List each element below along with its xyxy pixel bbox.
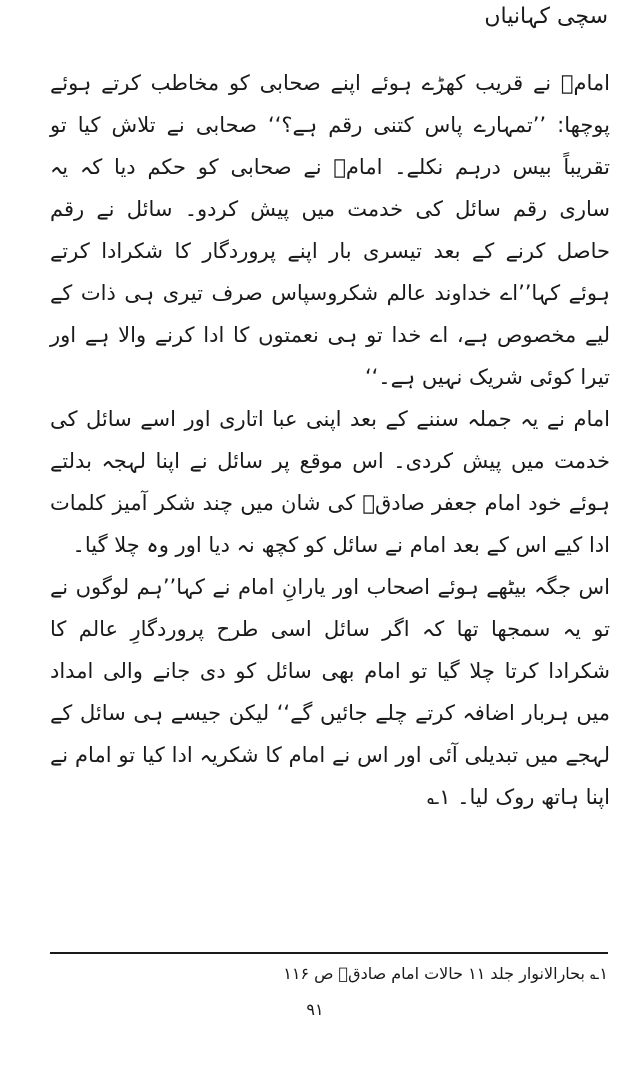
page-number: ۹۱ bbox=[306, 1000, 324, 1019]
page-body bbox=[50, 62, 610, 818]
paragraph-2: امام نے یہ جملہ سننے کے بعد اپنی عبا اتاری اور اسے سائل کی خدمت میں پیش کردی۔ اس موقع پر سائل نے اپنا لہجہ بدلتے ہوئے خود امام جعفر صادقؑ کی شان میں چند شکر آمیز کلمات ادا کیے اس کے بعد امام نے سائل کو کچھ نہ دیا اور وہ چلا گیا۔ bbox=[50, 407, 610, 557]
paragraph-3: اس جگہ بیٹھے ہوئے اصحاب اور یارانِ امام نے کہا’’ہم لوگوں نے تو یہ سمجھا تھا کہ اگر سائل اسی طرح پروردگارِ عالم کا شکرادا کرتا چلا گیا تو امام بھی سائل کو دی جانے والی امداد میں ہربار اضافہ کرتے چلے جائیں گے‘‘ لیکن جیسے ہی سائل کے لہجے میں تبدیلی آئی اور اس نے امام کا شکریہ ادا کیا تو امام نے اپنا ہاتھ روک لیا۔ ۱؎ bbox=[50, 575, 610, 809]
footnote-divider bbox=[50, 952, 608, 954]
running-header-title: سچی کہانیاں bbox=[484, 4, 608, 29]
footnote: ۱؎ بحارالانوار جلد ۱۱ حالات امام صادقؑ ص ۱۱۶ bbox=[283, 964, 608, 983]
paragraph-1: امامؑ نے قریب کھڑے ہوئے اپنے صحابی کو مخاطب کرتے ہوئے پوچھا: ’’تمہارے پاس کتنی رقم ہے؟‘‘ صحابی نے تلاش کیا تو تقریباً بیس درہم نکلے۔ امامؑ نے صحابی کو حکم دیا کہ یہ ساری رقم سائل کی خدمت میں پیش کردو۔ سائل نے رقم حاصل کرنے کے بعد تیسری بار اپنے پروردگار کا شکرادا کرتے ہوئے کہا’’اے خداوند عالم شکروسپاس صرف تیری ہی ذات کے لیے مخصوص ہے، اے خدا تو ہی نعمتوں کا ادا کرنے والا ہے اور تیرا کوئی شریک نہیں ہے۔‘‘ bbox=[50, 71, 610, 389]
